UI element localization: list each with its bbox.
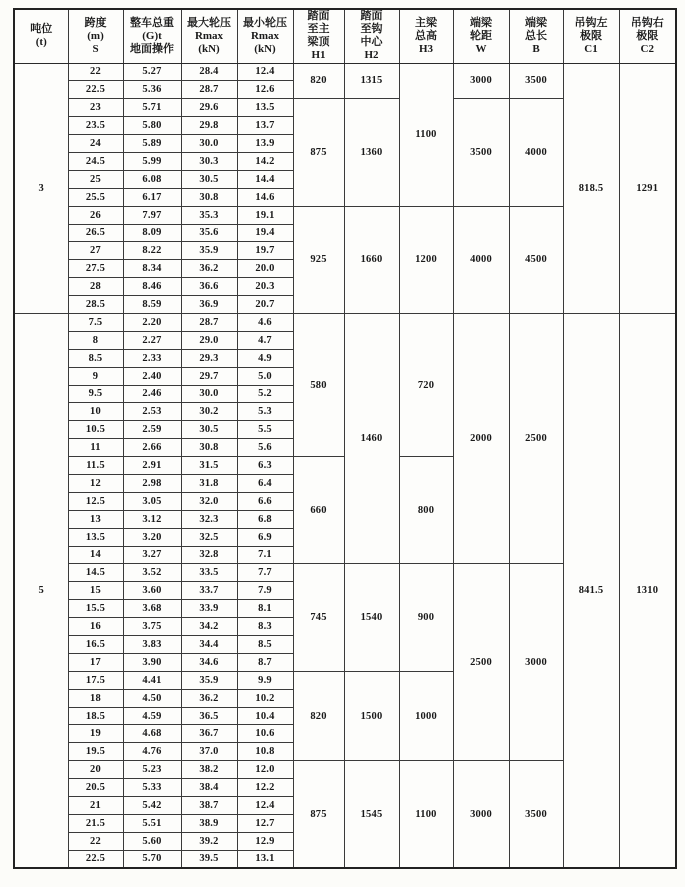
span-cell: 11.5 (68, 457, 123, 475)
total-weight-cell: 5.89 (123, 135, 181, 153)
max-wheel-load-cell: 30.8 (181, 439, 237, 457)
max-wheel-load-cell: 37.0 (181, 743, 237, 761)
max-wheel-load-cell: 29.3 (181, 349, 237, 367)
total-weight-cell: 5.99 (123, 152, 181, 170)
max-wheel-load-cell: 36.2 (181, 260, 237, 278)
c1-cell: 818.5 (563, 63, 619, 313)
h1-cell: 820 (293, 63, 344, 99)
total-weight-cell: 8.46 (123, 278, 181, 296)
col-header-c2-line: 极限 (636, 29, 659, 42)
max-wheel-load-cell: 32.8 (181, 546, 237, 564)
max-wheel-load-cell: 28.7 (181, 313, 237, 331)
span-cell: 19.5 (68, 743, 123, 761)
span-cell: 9 (68, 367, 123, 385)
total-weight-cell: 2.46 (123, 385, 181, 403)
h3-cell: 900 (399, 564, 453, 671)
min-wheel-load-cell: 4.9 (237, 349, 293, 367)
h2-cell: 1660 (344, 206, 399, 313)
col-header-h1-line: 至主 (307, 23, 330, 36)
h2-cell: 1460 (344, 313, 399, 563)
min-wheel-load-cell: 4.6 (237, 313, 293, 331)
tonnage-cell: 5 (14, 313, 68, 868)
span-cell: 27.5 (68, 260, 123, 278)
max-wheel-load-cell: 34.2 (181, 618, 237, 636)
span-cell: 9.5 (68, 385, 123, 403)
span-cell: 22.5 (68, 81, 123, 99)
max-wheel-load-cell: 31.5 (181, 457, 237, 475)
col-header-total-weight-line: 地面操作 (130, 42, 174, 55)
col-header-tonnage (14, 9, 68, 63)
table-row (14, 63, 676, 81)
total-weight-cell: 4.41 (123, 671, 181, 689)
span-cell: 23 (68, 99, 123, 117)
max-wheel-load-cell: 29.6 (181, 99, 237, 117)
col-header-span (68, 9, 123, 63)
col-header-h3-line: 主梁 (415, 16, 437, 29)
min-wheel-load-cell: 5.6 (237, 439, 293, 457)
max-wheel-load-cell: 33.5 (181, 564, 237, 582)
min-wheel-load-cell: 10.2 (237, 689, 293, 707)
total-weight-cell: 5.60 (123, 832, 181, 850)
h1-cell: 580 (293, 313, 344, 456)
span-cell: 12.5 (68, 492, 123, 510)
total-weight-cell: 2.53 (123, 403, 181, 421)
max-wheel-load-cell: 30.5 (181, 421, 237, 439)
total-weight-cell: 2.98 (123, 474, 181, 492)
b-cell: 3500 (509, 63, 563, 99)
min-wheel-load-cell: 8.3 (237, 618, 293, 636)
c1-cell: 841.5 (563, 313, 619, 868)
min-wheel-load-cell: 20.0 (237, 260, 293, 278)
total-weight-cell: 3.05 (123, 492, 181, 510)
w-cell: 3000 (453, 63, 509, 99)
max-wheel-load-cell: 30.2 (181, 403, 237, 421)
max-wheel-load-cell: 35.6 (181, 224, 237, 242)
h2-cell: 1540 (344, 564, 399, 671)
tonnage-cell: 3 (14, 63, 68, 313)
col-header-h1-line: H1 (311, 49, 326, 62)
min-wheel-load-cell: 12.2 (237, 779, 293, 797)
min-wheel-load-cell: 7.7 (237, 564, 293, 582)
total-weight-cell: 3.52 (123, 564, 181, 582)
total-weight-cell: 5.33 (123, 779, 181, 797)
max-wheel-load-cell: 35.9 (181, 242, 237, 260)
col-header-c1 (563, 9, 619, 63)
total-weight-cell: 3.20 (123, 528, 181, 546)
max-wheel-load-cell: 36.7 (181, 725, 237, 743)
span-cell: 17.5 (68, 671, 123, 689)
h1-cell: 660 (293, 457, 344, 564)
max-wheel-load-cell: 33.7 (181, 582, 237, 600)
max-wheel-load-cell: 30.0 (181, 385, 237, 403)
min-wheel-load-cell: 10.6 (237, 725, 293, 743)
w-cell: 3000 (453, 761, 509, 868)
total-weight-cell: 4.59 (123, 707, 181, 725)
h3-cell: 1000 (399, 671, 453, 760)
total-weight-cell: 2.40 (123, 367, 181, 385)
col-header-min-wheel-load-line: Rmax (250, 29, 280, 42)
total-weight-cell: 5.71 (123, 99, 181, 117)
b-cell: 3000 (509, 564, 563, 761)
total-weight-cell: 3.27 (123, 546, 181, 564)
total-weight-cell: 2.91 (123, 457, 181, 475)
crane-spec-table (13, 8, 677, 869)
col-header-w-line: 端梁 (470, 16, 492, 29)
min-wheel-load-cell: 20.3 (237, 278, 293, 296)
col-header-h2 (344, 9, 399, 63)
min-wheel-load-cell: 5.3 (237, 403, 293, 421)
min-wheel-load-cell: 6.3 (237, 457, 293, 475)
col-header-h3 (399, 9, 453, 63)
span-cell: 22 (68, 832, 123, 850)
max-wheel-load-cell: 39.5 (181, 850, 237, 868)
span-cell: 21.5 (68, 814, 123, 832)
h2-cell: 1315 (344, 63, 399, 99)
min-wheel-load-cell: 4.7 (237, 331, 293, 349)
span-cell: 19 (68, 725, 123, 743)
total-weight-cell: 2.59 (123, 421, 181, 439)
span-cell: 15.5 (68, 600, 123, 618)
col-header-c1-line: 吊钩左 (574, 16, 608, 29)
max-wheel-load-cell: 38.2 (181, 761, 237, 779)
col-header-h1-line: 踏面 (307, 10, 330, 23)
min-wheel-load-cell: 19.1 (237, 206, 293, 224)
h1-cell: 875 (293, 99, 344, 206)
total-weight-cell: 2.66 (123, 439, 181, 457)
span-cell: 27 (68, 242, 123, 260)
min-wheel-load-cell: 19.4 (237, 224, 293, 242)
min-wheel-load-cell: 12.4 (237, 797, 293, 815)
max-wheel-load-cell: 30.5 (181, 170, 237, 188)
col-header-max-wheel-load-line: 最大轮压 (187, 16, 231, 29)
span-cell: 18.5 (68, 707, 123, 725)
max-wheel-load-cell: 36.9 (181, 296, 237, 314)
total-weight-cell: 8.22 (123, 242, 181, 260)
c2-cell: 1291 (619, 63, 676, 313)
col-header-total-weight (123, 9, 181, 63)
span-cell: 18 (68, 689, 123, 707)
col-header-h3-line: 总高 (415, 29, 437, 42)
total-weight-cell: 6.08 (123, 170, 181, 188)
col-header-tonnage-line: (t) (35, 36, 47, 49)
total-weight-cell: 3.90 (123, 653, 181, 671)
span-cell: 14.5 (68, 564, 123, 582)
col-header-w-line: 轮距 (470, 29, 492, 42)
max-wheel-load-cell: 29.0 (181, 331, 237, 349)
total-weight-cell: 8.59 (123, 296, 181, 314)
min-wheel-load-cell: 10.8 (237, 743, 293, 761)
min-wheel-load-cell: 6.8 (237, 510, 293, 528)
span-cell: 20 (68, 761, 123, 779)
span-cell: 26 (68, 206, 123, 224)
col-header-h2-line: 至钩 (360, 23, 383, 36)
min-wheel-load-cell: 14.6 (237, 188, 293, 206)
w-cell: 2500 (453, 564, 509, 761)
total-weight-cell: 5.51 (123, 814, 181, 832)
col-header-w (453, 9, 509, 63)
col-header-max-wheel-load (181, 9, 237, 63)
max-wheel-load-cell: 29.7 (181, 367, 237, 385)
max-wheel-load-cell: 36.6 (181, 278, 237, 296)
min-wheel-load-cell: 19.7 (237, 242, 293, 260)
col-header-total-weight-line: 整车总重 (130, 16, 174, 29)
min-wheel-load-cell: 9.9 (237, 671, 293, 689)
col-header-h1 (293, 9, 344, 63)
h3-cell: 1200 (399, 206, 453, 313)
h3-cell: 720 (399, 313, 453, 456)
col-header-max-wheel-load-line: (kN) (198, 42, 220, 55)
max-wheel-load-cell: 32.3 (181, 510, 237, 528)
total-weight-cell: 2.20 (123, 313, 181, 331)
col-header-c2-line: C2 (640, 42, 654, 55)
span-cell: 25.5 (68, 188, 123, 206)
max-wheel-load-cell: 29.8 (181, 117, 237, 135)
col-header-w-line: W (475, 42, 487, 55)
total-weight-cell: 4.50 (123, 689, 181, 707)
max-wheel-load-cell: 38.7 (181, 797, 237, 815)
c2-cell: 1310 (619, 313, 676, 868)
col-header-span-line: S (92, 42, 99, 55)
min-wheel-load-cell: 14.4 (237, 170, 293, 188)
span-cell: 13.5 (68, 528, 123, 546)
col-header-b-line: 端梁 (525, 16, 547, 29)
total-weight-cell: 3.75 (123, 618, 181, 636)
span-cell: 24.5 (68, 152, 123, 170)
table-header (14, 9, 676, 63)
span-cell: 17 (68, 653, 123, 671)
total-weight-cell: 5.27 (123, 63, 181, 81)
total-weight-cell: 2.27 (123, 331, 181, 349)
total-weight-cell: 8.09 (123, 224, 181, 242)
span-cell: 20.5 (68, 779, 123, 797)
h3-cell: 800 (399, 457, 453, 564)
min-wheel-load-cell: 6.4 (237, 474, 293, 492)
col-header-h2-line: 中心 (360, 36, 383, 49)
span-cell: 15 (68, 582, 123, 600)
span-cell: 10.5 (68, 421, 123, 439)
max-wheel-load-cell: 30.3 (181, 152, 237, 170)
w-cell: 4000 (453, 206, 509, 313)
min-wheel-load-cell: 12.6 (237, 81, 293, 99)
w-cell: 2000 (453, 313, 509, 563)
total-weight-cell: 8.34 (123, 260, 181, 278)
col-header-total-weight-line: (G)t (142, 29, 162, 42)
w-cell: 3500 (453, 99, 509, 206)
total-weight-cell: 5.23 (123, 761, 181, 779)
h1-cell: 745 (293, 564, 344, 671)
max-wheel-load-cell: 36.2 (181, 689, 237, 707)
min-wheel-load-cell: 8.1 (237, 600, 293, 618)
span-cell: 22 (68, 63, 123, 81)
max-wheel-load-cell: 35.3 (181, 206, 237, 224)
min-wheel-load-cell: 13.1 (237, 850, 293, 868)
min-wheel-load-cell: 5.0 (237, 367, 293, 385)
max-wheel-load-cell: 28.7 (181, 81, 237, 99)
total-weight-cell: 5.36 (123, 81, 181, 99)
min-wheel-load-cell: 14.2 (237, 152, 293, 170)
total-weight-cell: 5.42 (123, 797, 181, 815)
max-wheel-load-cell: 38.9 (181, 814, 237, 832)
max-wheel-load-cell: 30.8 (181, 188, 237, 206)
span-cell: 12 (68, 474, 123, 492)
max-wheel-load-cell: 28.4 (181, 63, 237, 81)
max-wheel-load-cell: 32.0 (181, 492, 237, 510)
h3-cell: 1100 (399, 761, 453, 868)
b-cell: 2500 (509, 313, 563, 563)
table-row (14, 313, 676, 331)
h1-cell: 925 (293, 206, 344, 313)
span-cell: 28 (68, 278, 123, 296)
span-cell: 7.5 (68, 313, 123, 331)
h2-cell: 1500 (344, 671, 399, 760)
min-wheel-load-cell: 7.1 (237, 546, 293, 564)
span-cell: 28.5 (68, 296, 123, 314)
col-header-c1-line: C1 (584, 42, 598, 55)
min-wheel-load-cell: 5.2 (237, 385, 293, 403)
span-cell: 14 (68, 546, 123, 564)
max-wheel-load-cell: 38.4 (181, 779, 237, 797)
col-header-min-wheel-load-line: (kN) (254, 42, 276, 55)
total-weight-cell: 7.97 (123, 206, 181, 224)
total-weight-cell: 2.33 (123, 349, 181, 367)
span-cell: 22.5 (68, 850, 123, 868)
total-weight-cell: 5.70 (123, 850, 181, 868)
max-wheel-load-cell: 34.4 (181, 636, 237, 654)
max-wheel-load-cell: 34.6 (181, 653, 237, 671)
min-wheel-load-cell: 8.7 (237, 653, 293, 671)
h2-cell: 1360 (344, 99, 399, 206)
max-wheel-load-cell: 32.5 (181, 528, 237, 546)
span-cell: 24 (68, 135, 123, 153)
col-header-c2-line: 吊钩右 (630, 16, 664, 29)
span-cell: 21 (68, 797, 123, 815)
min-wheel-load-cell: 5.5 (237, 421, 293, 439)
col-header-b (509, 9, 563, 63)
min-wheel-load-cell: 8.5 (237, 636, 293, 654)
total-weight-cell: 4.68 (123, 725, 181, 743)
col-header-h3-line: H3 (418, 42, 434, 55)
col-header-min-wheel-load-line: 最小轮压 (243, 16, 287, 29)
b-cell: 4500 (509, 206, 563, 313)
min-wheel-load-cell: 12.4 (237, 63, 293, 81)
col-header-c2 (619, 9, 676, 63)
span-cell: 26.5 (68, 224, 123, 242)
col-header-h2-line: 踏面 (360, 10, 383, 23)
col-header-min-wheel-load (237, 9, 293, 63)
col-header-c1-line: 极限 (580, 29, 602, 42)
total-weight-cell: 5.80 (123, 117, 181, 135)
span-cell: 8.5 (68, 349, 123, 367)
h2-cell: 1545 (344, 761, 399, 868)
col-header-b-line: 总长 (525, 29, 547, 42)
min-wheel-load-cell: 7.9 (237, 582, 293, 600)
total-weight-cell: 3.68 (123, 600, 181, 618)
span-cell: 13 (68, 510, 123, 528)
min-wheel-load-cell: 13.9 (237, 135, 293, 153)
min-wheel-load-cell: 20.7 (237, 296, 293, 314)
total-weight-cell: 3.12 (123, 510, 181, 528)
col-header-b-line: B (532, 42, 540, 55)
b-cell: 4000 (509, 99, 563, 206)
min-wheel-load-cell: 6.9 (237, 528, 293, 546)
total-weight-cell: 6.17 (123, 188, 181, 206)
col-header-span-line: (m) (87, 29, 104, 42)
table-body (14, 63, 676, 868)
h1-cell: 820 (293, 671, 344, 760)
span-cell: 16.5 (68, 636, 123, 654)
min-wheel-load-cell: 12.0 (237, 761, 293, 779)
min-wheel-load-cell: 12.9 (237, 832, 293, 850)
max-wheel-load-cell: 35.9 (181, 671, 237, 689)
min-wheel-load-cell: 12.7 (237, 814, 293, 832)
total-weight-cell: 4.76 (123, 743, 181, 761)
max-wheel-load-cell: 33.9 (181, 600, 237, 618)
span-cell: 25 (68, 170, 123, 188)
min-wheel-load-cell: 13.7 (237, 117, 293, 135)
span-cell: 16 (68, 618, 123, 636)
span-cell: 8 (68, 331, 123, 349)
min-wheel-load-cell: 10.4 (237, 707, 293, 725)
max-wheel-load-cell: 30.0 (181, 135, 237, 153)
col-header-tonnage-line: 吨位 (30, 23, 53, 36)
b-cell: 3500 (509, 761, 563, 868)
col-header-h2-line: H2 (364, 49, 379, 62)
max-wheel-load-cell: 39.2 (181, 832, 237, 850)
min-wheel-load-cell: 13.5 (237, 99, 293, 117)
h3-cell: 1100 (399, 63, 453, 206)
col-header-max-wheel-load-line: Rmax (194, 29, 224, 42)
min-wheel-load-cell: 6.6 (237, 492, 293, 510)
span-cell: 23.5 (68, 117, 123, 135)
max-wheel-load-cell: 36.5 (181, 707, 237, 725)
h1-cell: 875 (293, 761, 344, 868)
total-weight-cell: 3.83 (123, 636, 181, 654)
span-cell: 11 (68, 439, 123, 457)
max-wheel-load-cell: 31.8 (181, 474, 237, 492)
col-header-h1-line: 梁顶 (307, 36, 330, 49)
total-weight-cell: 3.60 (123, 582, 181, 600)
col-header-span-line: 跨度 (84, 16, 107, 29)
span-cell: 10 (68, 403, 123, 421)
